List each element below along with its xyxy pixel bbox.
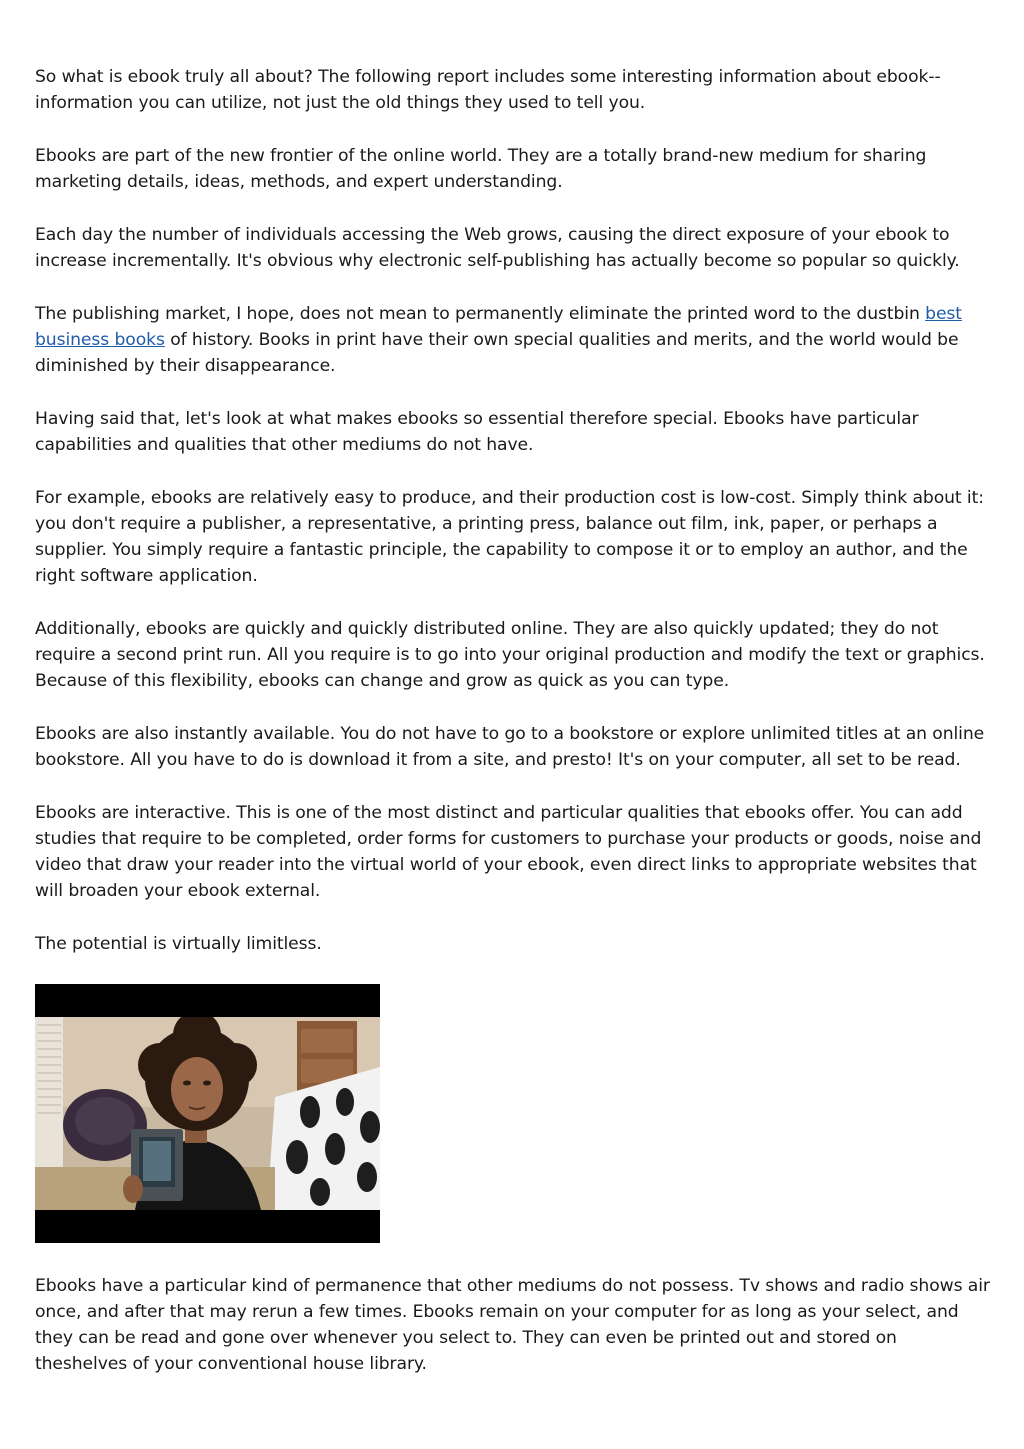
article bbox=[35, 64, 993, 1404]
paragraph-easy-to-produce: For example, ebooks are relatively easy to produce, and their production cost is low-cost. Simply think about it: you don't require a publisher, a representative, a printing press, balance out film, ink, paper, or perhaps a supplier. You simply require a fantastic principle, the capability to compose it or to employ an author, and the right software application. bbox=[35, 488, 984, 586]
paragraph-instantly-available: Ebooks are also instantly available. You do not have to go to a bookstore or explore unlimited titles at an online bookstore. All you have to do is download it from a site, and presto! It's on your computer, all set to be read. bbox=[35, 724, 985, 770]
best-business-books-link[interactable]: best business books bbox=[35, 304, 962, 350]
paragraph-distribution: Additionally, ebooks are quickly and quickly distributed online. They are also quickly updated; they do not require a second print run. All you require is to go into your original production and modify the text or graphics. Because of this flexibility, ebooks can change and grow as quick as you can type. bbox=[35, 619, 985, 691]
paragraph-web-growth: Each day the number of individuals accessing the Web grows, causing the direct exposure of your ebook to increase incrementally. It's obvious why electronic self-publishing has actually become so popular so quickly. bbox=[35, 225, 960, 271]
video-thumbnail[interactable] bbox=[35, 984, 380, 1243]
paragraph-what-makes-special: Having said that, let's look at what makes ebooks so essential therefore special. Ebooks have particular capabilities and qualities that other mediums do not have. bbox=[35, 409, 919, 455]
paragraph-potential: The potential is virtually limitless. bbox=[35, 934, 322, 954]
paragraph-text-before-link: The publishing market, I hope, does not mean to permanently eliminate the printed word to the dustbin bbox=[35, 304, 926, 324]
paragraph-permanence: Ebooks have a particular kind of permanence that other mediums do not possess. Tv shows and radio shows air once, and after that may rerun a few times. Ebooks remain on your computer for as long as your select, and they can be read and gone over whenever you select to. They can even be printed out and stored on theshelves of your conventional house library. bbox=[35, 1276, 990, 1374]
paragraph-interactive: Ebooks are interactive. This is one of the most distinct and particular qualities that ebooks offer. You can add studies that require to be completed, order forms for customers to purchase your products or goods, noise and video that draw your reader into the virtual world of your ebook, even direct links to appropriate websites that will broaden your ebook external. bbox=[35, 803, 982, 901]
video-frame bbox=[35, 1017, 380, 1210]
paragraph-publishing-market bbox=[35, 301, 993, 379]
paragraph-new-frontier: Ebooks are part of the new frontier of the online world. They are a totally brand-new medium for sharing marketing details, ideas, methods, and expert understanding. bbox=[35, 146, 927, 192]
paragraph-text-after-link: of history. Books in print have their own special qualities and merits, and the world would be diminished by their disappearance. bbox=[35, 330, 959, 376]
paragraph-intro: So what is ebook truly all about? The following report includes some interesting information about ebook--information you can utilize, not just the old things they used to tell you. bbox=[35, 67, 941, 113]
video-scene-image bbox=[35, 1017, 380, 1210]
